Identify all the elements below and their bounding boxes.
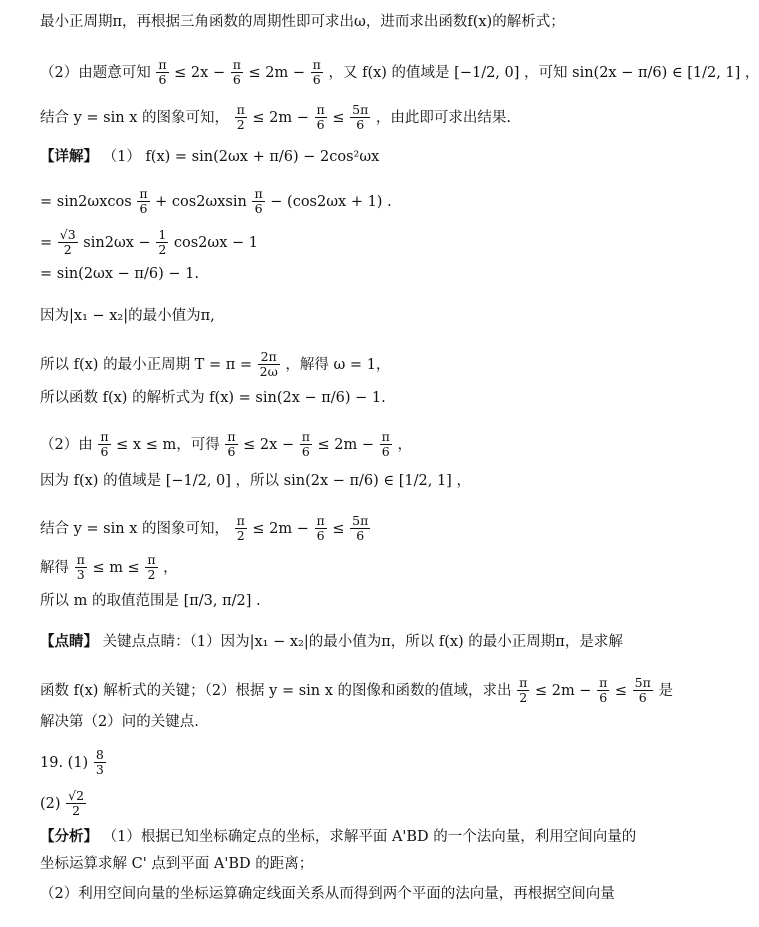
fraction: $\frac{\pi}{6}$ <box>158 57 167 88</box>
text-line <box>40 187 620 217</box>
fraction: $\frac{\pi}{6}$ <box>599 675 608 706</box>
text-segment: [1/2, 1] <box>398 473 452 489</box>
text-segment: ，又 f(x) 的值域是 <box>328 64 450 81</box>
fraction: $\frac{√2}{2}$ <box>68 788 85 819</box>
text-segment: − (cos2ωx + 1) . <box>270 193 392 210</box>
text-line <box>40 309 620 324</box>
text-segment: ，可知 sin(2x − π/6) ∈ <box>524 64 688 81</box>
text-line <box>40 675 673 706</box>
text-line <box>40 789 620 819</box>
fraction: $\frac{\pi}{6}$ <box>254 186 263 217</box>
text-segment: ，所以 sin(2x − π/6) ∈ <box>235 473 399 489</box>
text-segment: 是 <box>658 682 673 699</box>
fraction: $\frac{\pi}{3}$ <box>76 552 85 583</box>
text-line <box>40 715 620 730</box>
text-segment: [−1/2, 0] <box>454 64 520 81</box>
text-segment: sin2ωx − <box>83 234 156 251</box>
text-segment: 所以 f(x) 的最小正周期 T = π = <box>40 356 257 373</box>
question-number: 19. <box>40 754 64 771</box>
text-segment: 函数 f(x) 解析式的关键；（2）根据 y = sin x 的图像和函数的值域，求出 <box>40 682 512 699</box>
text-segment: ≤ m ≤ <box>92 559 145 576</box>
text-segment: ≤ 2x − <box>243 436 299 453</box>
fraction: $\frac{\pi}{6}$ <box>232 57 241 88</box>
text-segment: = sin2ωxcos <box>40 193 132 210</box>
text-segment: （2）利用空间向量的坐标运算确定线面关系从而得到两个平面的法向量，再根据空间向量 <box>40 886 615 902</box>
text-line <box>40 514 620 544</box>
fraction: $\frac{√3}{2}$ <box>59 227 76 258</box>
section-label: 【点睛】 <box>40 633 98 650</box>
text-segment: [1/2, 1] <box>687 64 741 81</box>
text-line <box>40 474 620 489</box>
fraction: $\frac{\pi}{2}$ <box>519 675 528 706</box>
text-segment: ， <box>397 436 412 453</box>
text-segment: ≤ 2x − <box>174 64 230 81</box>
text-segment: ， <box>163 559 178 576</box>
text-line <box>40 103 620 133</box>
text-segment: （2）由 <box>40 436 93 453</box>
text-segment: 所以函数 f(x) 的解析式为 f(x) = sin(2x − π/6) − 1. <box>40 390 386 406</box>
fraction: $\frac{8}{3}$ <box>95 747 104 778</box>
fraction: $\frac{\pi}{6}$ <box>100 429 109 460</box>
text-segment: ≤ <box>614 682 632 699</box>
text-segment: 最小正周期π，再根据三角函数的周期性即可求出ω，进而求出函数f(x)的解析式； <box>40 14 565 30</box>
text-segment: 因为|x₁ − x₂|的最小值为π, <box>40 308 215 324</box>
text-segment: cos2ωx − 1 <box>173 234 258 251</box>
text-segment: = sin(2ωx − π/6) − 1. <box>40 266 199 282</box>
fraction: $\frac{\pi}{2}$ <box>236 102 245 133</box>
text-line <box>40 887 620 902</box>
text-line <box>40 391 620 406</box>
text-line <box>40 748 620 778</box>
text-line <box>40 633 623 650</box>
text-line <box>40 228 620 258</box>
fraction: $\frac{5\pi}{6}$ <box>352 513 369 544</box>
text-segment: ， <box>744 64 759 81</box>
text-segment: ≤ <box>332 109 350 126</box>
text-segment: (2) <box>40 795 61 812</box>
text-line <box>40 350 620 380</box>
text-line <box>40 150 620 165</box>
text-line <box>40 553 620 583</box>
fraction: $\frac{\pi}{2}$ <box>147 552 156 583</box>
fraction: $\frac{\pi}{6}$ <box>316 102 325 133</box>
text-segment: 结合 y = sin x 的图象可知， <box>40 109 229 126</box>
text-segment: ≤ <box>332 520 350 537</box>
fraction: $\frac{\pi}{6}$ <box>301 429 310 460</box>
text-segment: + cos2ωxsin <box>155 193 247 210</box>
fraction: $\frac{\pi}{6}$ <box>312 57 321 88</box>
text-line <box>40 430 620 460</box>
text-segment: 关键点点睛：（1）因为|x₁ − x₂|的最小值为π，所以 f(x) 的最小正周期π，是求解 <box>102 634 623 650</box>
text-segment: （1） f(x) = sin(2ωx + π/6) − 2cos²ωx <box>102 149 380 165</box>
text-segment: 结合 y = sin x 的图象可知， <box>40 520 229 537</box>
text-line <box>40 267 620 282</box>
fraction: $\frac{\pi}{6}$ <box>227 429 236 460</box>
fraction: $\frac{1}{2}$ <box>158 227 167 258</box>
text-segment: ≤ 2m − <box>252 520 314 537</box>
text-segment: ≤ 2m − <box>534 682 597 699</box>
text-segment: 坐标运算求解 C' 点到平面 A'BD 的距离； <box>40 856 314 872</box>
text-segment: ≤ 2m − <box>317 436 379 453</box>
text-segment: (1) <box>67 754 89 771</box>
text-segment: （2）由题意可知 <box>40 64 151 81</box>
text-line <box>40 15 620 30</box>
section-label: 【详解】 <box>40 148 98 165</box>
text-segment: ，由此即可求出结果. <box>375 109 512 126</box>
text-segment: ，解得 ω = 1， <box>285 356 391 373</box>
fraction: $\frac{\pi}{6}$ <box>139 186 148 217</box>
fraction: $\frac{\pi}{6}$ <box>316 513 325 544</box>
text-segment: . <box>256 593 261 609</box>
text-segment: ≤ 2m − <box>252 109 314 126</box>
text-segment: [π/3, π/2] <box>183 593 252 609</box>
text-line <box>40 57 759 88</box>
text-segment: ≤ 2m − <box>248 64 310 81</box>
fraction: $\frac{5\pi}{6}$ <box>634 675 651 706</box>
text-segment: 所以 m 的取值范围是 <box>40 593 179 609</box>
text-segment: 解决第（2）问的关键点. <box>40 714 199 730</box>
fraction: $\frac{\pi}{6}$ <box>381 429 390 460</box>
text-segment: （1）根据已知坐标确定点的坐标，求解平面 A'BD 的一个法向量，利用空间向量的 <box>102 829 637 845</box>
text-line <box>40 857 620 872</box>
text-segment: [−1/2, 0] <box>165 473 231 489</box>
text-line <box>40 828 637 845</box>
text-segment: 解得 <box>40 559 69 576</box>
text-segment: 因为 f(x) 的值域是 <box>40 473 162 489</box>
fraction: $\frac{5\pi}{6}$ <box>352 102 369 133</box>
text-segment: = <box>40 234 57 251</box>
text-segment: ， <box>456 473 471 489</box>
text-line <box>40 594 620 609</box>
fraction: $\frac{\pi}{2}$ <box>236 513 245 544</box>
fraction: $\frac{2\pi}{2\omega}$ <box>259 349 278 380</box>
text-segment: ≤ x ≤ m，可得 <box>116 436 220 453</box>
section-label: 【分析】 <box>40 828 98 845</box>
